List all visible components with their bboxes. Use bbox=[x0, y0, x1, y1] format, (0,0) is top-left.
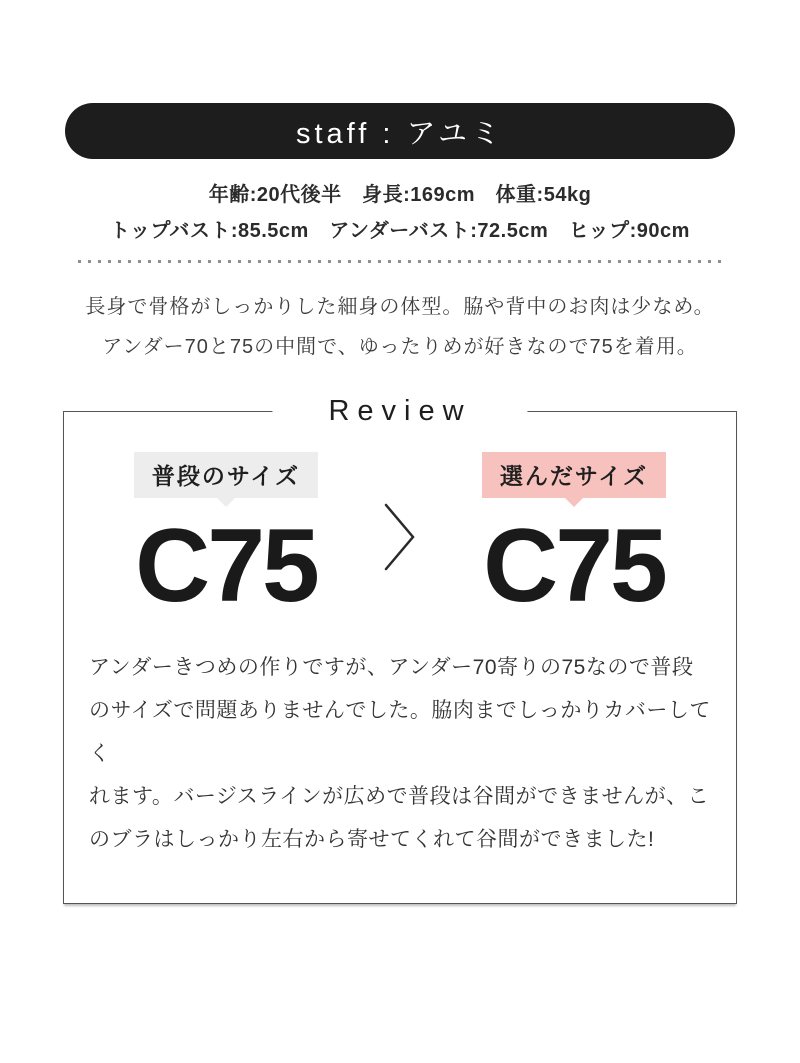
description-line-2: アンダー70と75の中間で、ゆったりめが好きなので75を着用。 bbox=[102, 336, 698, 358]
staff-name-label: staff : アユミ bbox=[296, 117, 504, 150]
staff-measurements bbox=[0, 177, 800, 249]
review-text-line-4: のブラはしっかり左右から寄せてくれて谷間ができました! bbox=[89, 828, 655, 851]
staff-name-banner bbox=[65, 103, 735, 159]
review-box bbox=[63, 395, 737, 904]
measurements-line-2: トップバスト:85.5cm アンダーバスト:72.5cm ヒップ:90cm bbox=[110, 220, 690, 242]
chevron-right-icon bbox=[383, 502, 417, 572]
review-text-line-3: れます。バージスラインが広めで普段は谷間ができませんが、こ bbox=[89, 785, 710, 808]
usual-size-block bbox=[111, 452, 341, 624]
chosen-size-value: C75 bbox=[483, 508, 665, 624]
description-line-1: 長身で骨格がしっかりした細身の体型。脇や背中のお肉は少なめ。 bbox=[85, 296, 715, 318]
measurements-line-1: 年齢:20代後半 身長:169cm 体重:54kg bbox=[208, 184, 592, 206]
review-title: Review bbox=[272, 395, 527, 428]
usual-size-tag: 普段のサイズ bbox=[134, 452, 318, 498]
review-text-line-2: のサイズで問題ありませんでした。脇肉までしっかりカバーしてく bbox=[89, 699, 711, 765]
dotted-divider bbox=[78, 260, 723, 263]
review-text-line-1: アンダーきつめの作りですが、アンダー70寄りの75なので普段 bbox=[89, 656, 694, 679]
chosen-size-tag: 選んだサイズ bbox=[482, 452, 666, 498]
review-text bbox=[88, 646, 712, 861]
staff-review-section bbox=[0, 103, 800, 904]
chosen-size-block bbox=[459, 452, 689, 624]
usual-size-value: C75 bbox=[135, 508, 317, 624]
body-type-description bbox=[0, 287, 800, 367]
size-comparison bbox=[88, 452, 712, 624]
